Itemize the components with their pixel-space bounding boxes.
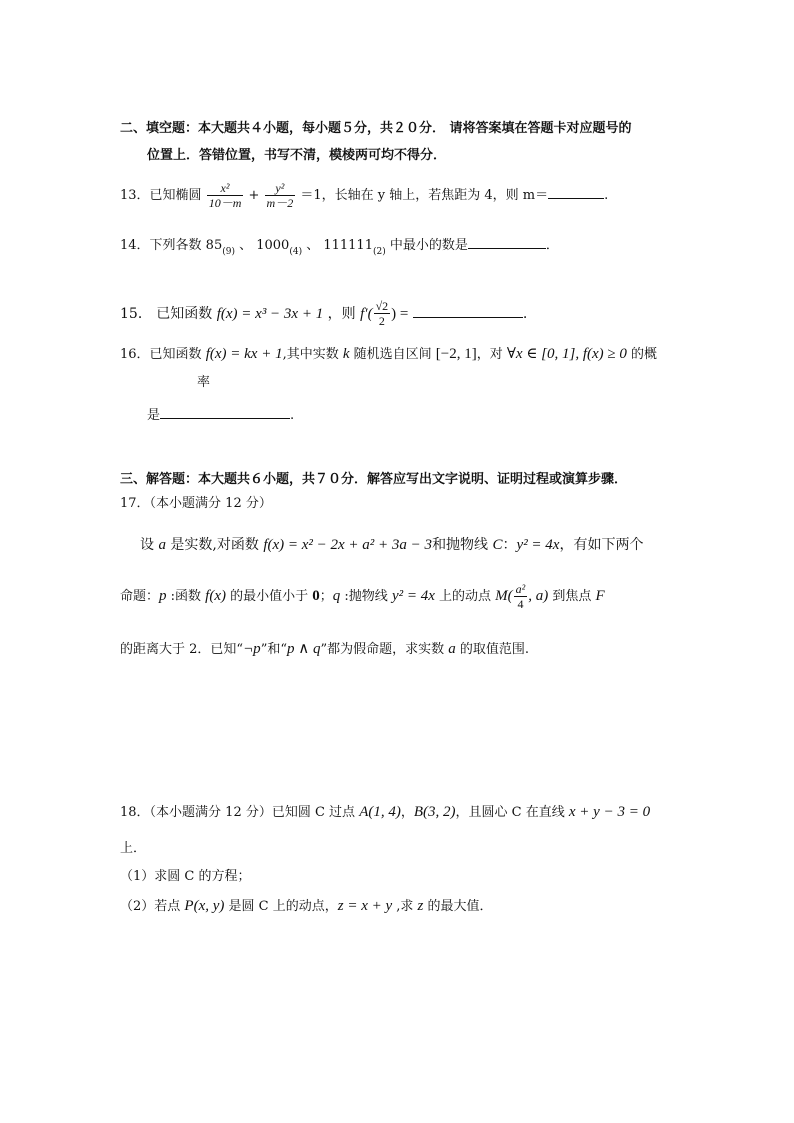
q13-fraction-1 — [207, 182, 244, 210]
question-16-line1 — [120, 345, 657, 364]
q18-line2: 上． — [120, 841, 147, 856]
q18-p2c: ,求 — [392, 899, 418, 914]
q14-sub2: (4) — [289, 247, 303, 257]
q17-l3d: 的取值范围. — [455, 642, 530, 657]
q18-l1b: ， — [400, 805, 414, 820]
q13-frac1-den: 10－m — [208, 195, 242, 210]
question-16-line2: 率 — [197, 375, 211, 390]
q16-line1-end: 的概 — [626, 347, 658, 362]
q17-l3b: ”和“ — [260, 642, 287, 657]
q16-mid2: 随机选自区间 — [349, 347, 436, 362]
q16-line3-end: . — [290, 408, 295, 423]
q17-M: M( — [495, 588, 513, 604]
q18-p2b: 是圆 C 上的动点， — [224, 899, 338, 914]
q18-part2 — [120, 897, 493, 916]
q15-answer-blank[interactable] — [413, 304, 523, 318]
q18-line-eq: x + y − 3 = 0 — [568, 804, 651, 820]
q17-frac-num: a² — [515, 581, 526, 596]
q17-pq: p ∧ q — [286, 641, 321, 657]
question-16-line3 — [147, 405, 294, 425]
q14-end: ． — [545, 238, 559, 253]
q15-frac-num: √2 — [375, 299, 389, 313]
q14-answer-blank[interactable] — [468, 235, 546, 249]
q13-plus: + — [248, 188, 260, 203]
q18-l1a: 18．（本小题满分 12 分）已知圆 C 过点 — [120, 805, 360, 820]
q15-close: ) = — [391, 306, 409, 322]
q15-fraction — [374, 300, 391, 328]
q13-end: . — [604, 188, 609, 203]
q17-zero: 0 — [312, 588, 320, 604]
q13-fraction-2 — [265, 182, 296, 210]
q17-notp: ¬p — [243, 641, 261, 657]
q18-part1: （1）求圆 C 的方程； — [120, 869, 251, 884]
q17-l1c: 和抛物线 — [432, 537, 493, 553]
q17-l3a: 的距离大于 2．已知“ — [120, 642, 244, 657]
q16-k: k — [342, 346, 350, 362]
q17-fraction — [514, 583, 528, 611]
q14-sub1: (9) — [222, 247, 235, 257]
q18-P: P(x, y) — [184, 898, 225, 914]
q17-function: f(x) = x² − 2x + a² + 3a − 3 — [263, 537, 433, 553]
q18-z2: z — [417, 898, 424, 914]
question-13 — [120, 178, 608, 214]
q17-line2 — [120, 578, 605, 615]
q18-p2d: 的最大值． — [423, 899, 493, 914]
q17-p: p — [159, 588, 167, 604]
q18-line1 — [120, 803, 650, 822]
q18-l1c: ，且圆心 C 在直线 — [455, 805, 569, 820]
q17-M-end: , a) — [528, 588, 549, 604]
q17-l1e: ，有如下两个 — [559, 537, 644, 553]
q17-l2b: :函数 — [166, 589, 206, 604]
question-14 — [120, 235, 559, 256]
q17-l2e: :抛物线 — [340, 589, 392, 604]
q17-l2f: 上的动点 — [434, 589, 496, 604]
q17-l1b: 是实数,对函数 — [165, 537, 264, 553]
q17-q: q — [332, 588, 341, 604]
q17-frac-den: 4 — [517, 596, 524, 611]
q17-parabola: y² = 4x — [516, 537, 560, 553]
q17-title: 17．（本小题满分 12 分） — [120, 496, 272, 511]
q17-l2c: 的最小值小于 — [226, 589, 313, 604]
q15-prefix: 15． 已知函数 — [120, 306, 217, 322]
q17-line3 — [120, 640, 529, 659]
q17-l2g: 到焦点 — [548, 589, 596, 604]
q17-fx: f(x) — [205, 588, 226, 604]
q13-prefix: 13．已知椭圆 — [120, 188, 202, 203]
q14-mid2: 、 111111 — [302, 238, 373, 253]
q15-mid: ，则 — [327, 306, 361, 322]
q17-l1d: ： — [502, 537, 517, 553]
section2-heading-line1: 二、填空题：本大题共４小题，每小题５分，共２０分． 请将答案填在答题卡对应题号的 — [120, 121, 632, 136]
q17-l2a: 命题： — [120, 589, 160, 604]
q14-sub3: (2) — [372, 247, 386, 257]
q17-parabola2: y² = 4x — [391, 588, 435, 604]
q13-frac2-den: m－2 — [266, 195, 294, 210]
q16-mid: ,其中实数 — [282, 347, 343, 362]
q13-frac1-num: x² — [207, 182, 244, 196]
q16-answer-blank[interactable] — [160, 405, 290, 419]
q13-suffix: ＝1，长轴在 y 轴上，若焦距为 4，则 m＝ — [300, 188, 549, 203]
q17-l2d: ； — [319, 589, 333, 604]
q17-line1 — [140, 536, 643, 554]
q13-frac2-num: y² — [265, 182, 296, 196]
q17-a: a — [158, 537, 166, 553]
q18-A: A(1, 4) — [359, 804, 401, 820]
q18-B: B(3, 2) — [413, 804, 456, 820]
q16-function: f(x) = kx + 1 — [205, 346, 283, 362]
q16-prefix: 16．已知函数 — [120, 347, 206, 362]
q16-mid3: ，对 — [476, 347, 507, 362]
q17-F: F — [595, 588, 605, 604]
q16-condition: ∀x ∈ [0, 1], f(x) ≥ 0 — [506, 346, 627, 362]
q18-z: z = x + y — [337, 898, 393, 914]
q18-p2a: （2）若点 — [120, 899, 185, 914]
q15-function: f(x) = x³ − 3x + 1 — [216, 306, 324, 322]
q14-prefix: 14．下列各数 85 — [120, 238, 223, 253]
q17-l3c: ”都为假命题，求实数 — [320, 642, 449, 657]
q16-interval: [−2, 1] — [435, 346, 477, 362]
q13-answer-blank[interactable] — [548, 185, 604, 199]
section2-heading-line2: 位置上．答错位置，书写不清，模棱两可均不得分． — [147, 148, 447, 163]
q17-a2: a — [448, 641, 456, 657]
q16-line3-prefix: 是 — [147, 408, 161, 423]
q14-mid1: 、 1000 — [234, 238, 290, 253]
question-15 — [120, 296, 527, 332]
q15-end: . — [522, 306, 528, 322]
section3-heading: 三、解答题：本大题共６小题，共７０分．解答应写出文字说明、证明过程或演算步骤． — [120, 472, 628, 487]
q17-l1a: 设 — [140, 537, 159, 553]
q14-suffix: 中最小的数是 — [385, 238, 468, 253]
q17-C: C — [492, 537, 503, 553]
q15-derivative: f′( — [360, 306, 373, 322]
q15-frac-den: 2 — [378, 314, 385, 328]
